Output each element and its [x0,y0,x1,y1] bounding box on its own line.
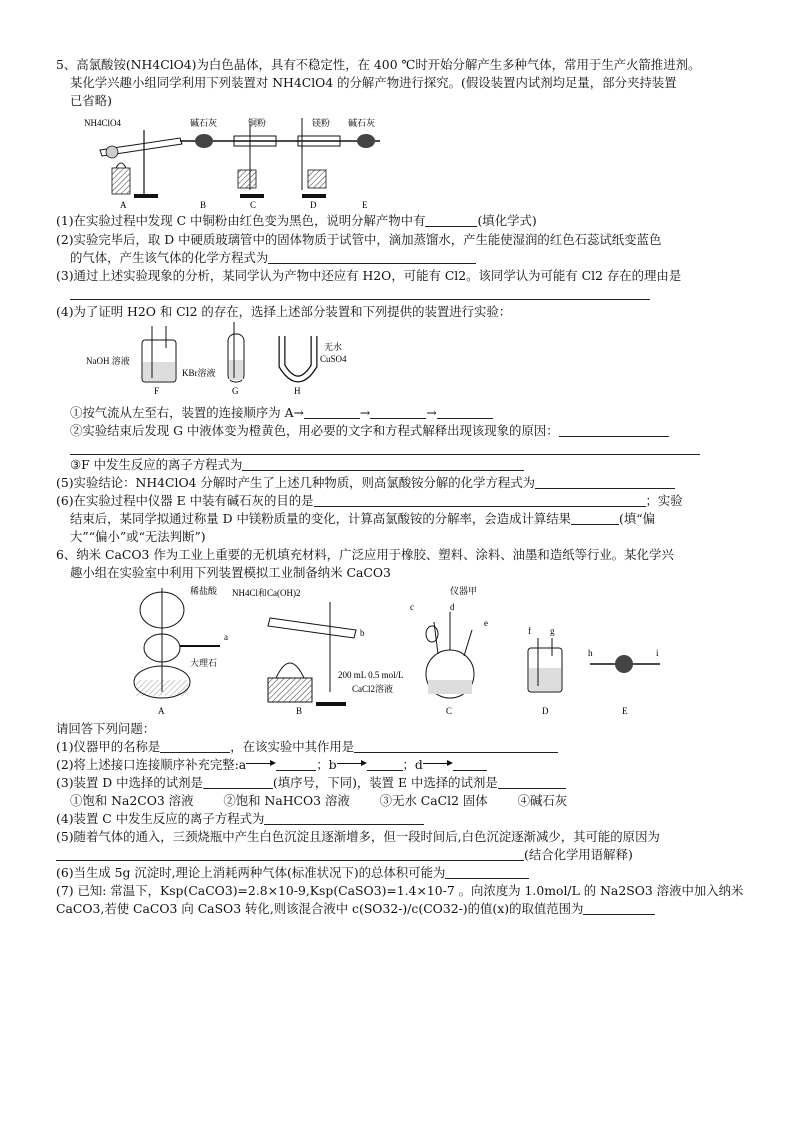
fig3-letter-d: D [542,706,549,716]
fig1-label-b: 碱石灰 [190,118,218,128]
fig1-label-d: 镁粉 [312,118,331,128]
fig3-label-conc: 200 mL 0.5 mol/L [338,670,404,680]
fig1-letter-a: A [120,200,127,210]
q5-reason-blank[interactable] [559,424,669,437]
fig1-label-e: 碱石灰 [348,118,376,128]
q5-part2-answer-blank[interactable] [268,251,476,264]
q6-range-blank[interactable] [583,902,655,915]
q6-d-reagent-blank[interactable] [203,776,273,789]
q5-reason-blank-cont[interactable] [70,442,700,455]
fig1-letter-c: C [250,200,257,210]
q6-part1: (1)仪器甲的名称是 ，在该实验中其作用是 [56,738,746,756]
q5-part4-sub1: ①按气流从左至右，装置的连接顺序为 A→ → → [70,404,760,422]
q6-part5-line2: (结合化学用语解释) [56,846,746,864]
q6-part7-line1: (7) 已知: 常温下，Ksp(CaCO3)=2.8×10-9,Ksp(CaSO3)=1.4×10-7 。向浓度为 1.0mol/L 的 Na2SO3 溶液中加入纳米 [56,883,744,898]
q6-instrument-name-blank[interactable] [160,740,230,753]
fig3-label-h: h [588,648,593,658]
fig3-label-hcl: 稀盐酸 [190,586,218,596]
fig2-label-cuso4: CuSO4 [320,354,347,364]
q5-order-blank-3[interactable] [437,406,493,419]
fig3-label-g: g [550,626,555,636]
fig3-label-jia: 仪器甲 [450,586,478,596]
q5-order-blank-2[interactable] [370,406,426,419]
q6-apparatus-figure [120,582,680,716]
q5-effect-blank[interactable] [571,512,619,525]
fig3-label-b: b [360,628,365,638]
q6-part5-line1: (5)随着气体的通入，三颈烧瓶中产生白色沉淀且逐渐增多，但一段时间后,白色沉淀逐渐减少，其可能的原因为 [56,829,660,844]
fig1-letter-b: B [200,200,207,210]
q5-order-blank-1[interactable] [304,406,360,419]
q6-option-3: ③无水 CaCl2 固体 [379,793,488,808]
fig3-label-a: a [224,632,228,642]
fig3-label-c: c [410,602,414,612]
q5-part3-line2 [70,285,760,303]
q5-purpose-blank[interactable] [314,494,646,507]
q6-intro-line1: 6、纳米 CaCO3 作为工业上重要的无机填充材料，广泛应用于橡胶、塑料、涂料、油墨和造纸等行业。某化学兴 [56,547,674,562]
fig1-label-c: 铜粉 [248,118,267,128]
q5-part3-line1: (3)通过上述实验现象的分析，某同学认为产物中还应有 H2O，可能有 Cl2。该同学认为可能有 Cl2 存在的理由是 [56,268,682,283]
fig3-letter-e: E [622,706,628,716]
q6-part6: (6)当生成 5g 沉淀时,理论上消耗两种气体(标准状况下)的总体积可能为 [56,864,746,882]
q5-part6-line2: 结束后，某同学拟通过称量 D 中镁粉质量的变化，计算高氯酸铵的分解率，会造成计算结果 (填“偏 [70,511,655,526]
fig3-label-marble: 大理石 [190,658,218,668]
fig2-letter-h: H [294,386,301,394]
q6-part7-line2: CaCO3,若使 CaCO3 向 CaSO3 转化,则该混合液中 c(SO32-)/c(CO32-)的值(x)的取值范围为 [56,900,746,918]
q6-options [70,792,760,810]
q6-option-4: ④碱石灰 [517,793,568,808]
fig3-label-cacl2: CaCl2溶液 [352,684,394,694]
fig1-letter-d: D [310,200,317,210]
q6-instrument-role-blank[interactable] [354,740,558,753]
fig2-letter-g: G [232,386,239,394]
fig2-label-kbr: KBr溶液 [182,368,216,378]
q6-reason-blank[interactable] [56,848,524,861]
q6-part2: (2)将上述接口连接顺序补充完整:a ；b ；d [56,756,746,774]
q5-apparatus-figure [80,110,400,210]
fig2-label-naoh: NaOH 溶液 [86,356,130,366]
q5-part2-line1: (2)实验完毕后，取 D 中硬质玻璃管中的固体物质于试管中，滴加蒸馏水，产生能使湿润的红色石蕊试纸变蓝色 [56,232,662,247]
q6-conn-blank-b[interactable] [367,758,403,771]
q5-part4-sub3: ③F 中发生反应的离子方程式为 [70,456,760,474]
q6-volume-blank[interactable] [445,866,529,879]
fig3-label-d: d [450,602,455,612]
q5-part4-sub2: ②实验结束后发现 G 中液体变为橙黄色，用必要的文字和方程式解释出现该现象的原因： [70,422,760,440]
q5-ion-eq-blank[interactable] [242,458,524,471]
q5-part4: (4)为了证明 H2O 和 Cl2 的存在，选择上述部分装置和下列提供的装置进行实验： [56,304,512,319]
q5-intro-line3: 已省略) [70,93,113,108]
fig3-label-e: e [484,618,488,628]
fig1-reagent-label: NH4ClO4 [84,118,122,128]
q5-part5: (5)实验结论：NH4ClO4 分解时产生了上述几种物质，则高氯酸铵分解的化学方程式为 [56,474,746,492]
fig3-letter-c: C [446,706,453,716]
fig3-label-f: f [528,626,531,636]
q5-part2-line2: 的气体，产生该气体的化学方程式为 [70,249,760,267]
fig3-label-i: i [656,648,659,658]
q6-option-1: ①饱和 Na2CO3 溶液 [70,793,194,808]
fig3-letter-a: A [158,706,165,716]
q5-apparatus-fgh-figure [86,322,376,394]
q6-intro-line2: 趣小组在实验室中利用下列装置模拟工业制备纳米 CaCO3 [70,565,391,580]
fig2-label-anhydrous: 无水 [324,342,343,352]
q6-e-reagent-blank[interactable] [498,776,566,789]
q6-ask: 请回答下列问题： [56,721,156,736]
q5-part1: (1)在实验过程中发现 C 中铜粉由红色变为黑色，说明分解产物中有 (填化学式) [56,213,537,228]
fig2-letter-f: F [154,386,160,394]
q5-part6-line1: (6)在实验过程中仪器 E 中装有碱石灰的目的是 ；实验 [56,493,683,508]
q5-part1-answer-blank[interactable] [425,214,477,227]
fig1-letter-e: E [362,200,368,210]
q6-ion-eq-blank[interactable] [264,812,424,825]
q6-part4: (4)装置 C 中发生反应的离子方程式为 [56,810,746,828]
q6-conn-blank-a[interactable] [276,758,316,771]
fig3-letter-b: B [296,706,303,716]
q6-option-2: ②饱和 NaHCO3 溶液 [223,793,350,808]
fig3-label-b-reagent: NH4Cl和Ca(OH)2 [232,588,301,598]
q5-decomp-eq-blank[interactable] [535,476,675,489]
q5-intro-line2: 某化学兴趣小组同学利用下列装置对 NH4ClO4 的分解产物进行探究。(假设装置内试剂均足量，部分夹持装置 [70,75,677,90]
q6-part3: (3)装置 D 中选择的试剂是 (填序号，下同)，装置 E 中选择的试剂是 [56,774,746,792]
q6-conn-blank-d[interactable] [453,758,487,771]
q5-intro-line1: 5、高氯酸铵(NH4ClO4)为白色晶体，具有不稳定性，在 400 ℃时开始分解产生多种气体，常用于生产火箭推进剂。 [56,57,701,72]
q5-part3-answer-blank[interactable] [70,287,650,300]
q5-part6-line3: 大”“偏小”或“无法判断”) [70,529,206,544]
